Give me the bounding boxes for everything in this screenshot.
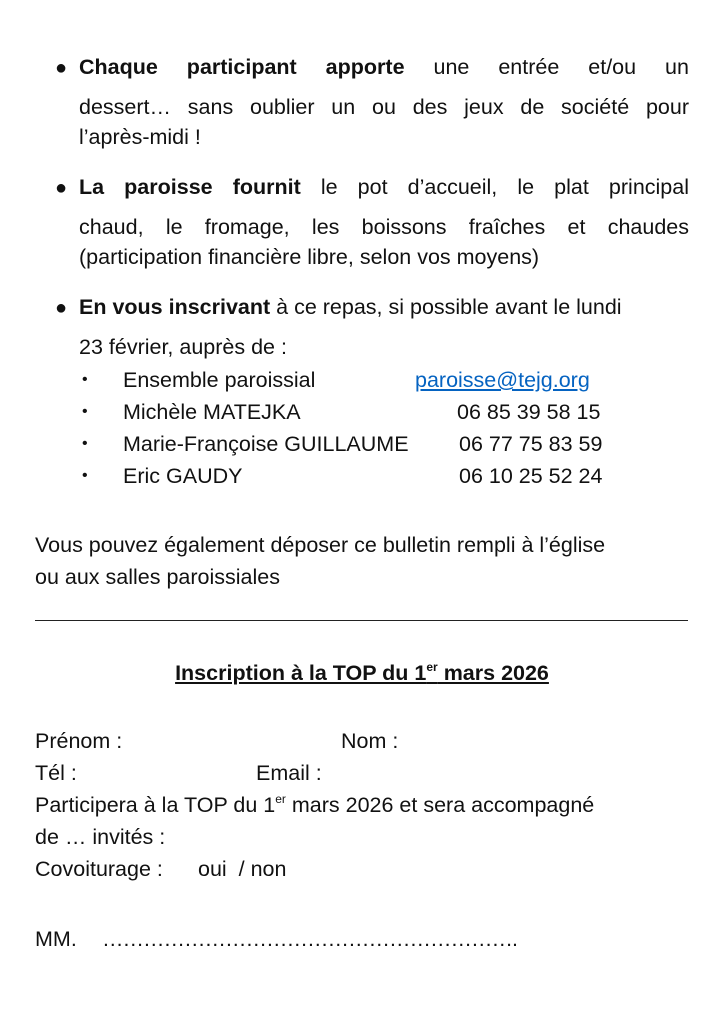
signature-label: MM. bbox=[35, 927, 77, 951]
participation-text: Participera à la TOP du 1 bbox=[35, 793, 276, 817]
sub-bullet-icon: • bbox=[82, 403, 88, 420]
contact-name: Eric GAUDY bbox=[123, 464, 243, 488]
bold-lead: En vous inscrivant bbox=[79, 295, 271, 319]
bullet-paragraph-participants bbox=[79, 52, 689, 152]
guests-line: de … invités : bbox=[35, 825, 166, 849]
paragraph-line: dessert… sans oublier un ou des jeux de société pour bbox=[79, 95, 689, 119]
carpool-label: Covoiturage : bbox=[35, 857, 163, 881]
title-superscript: er bbox=[426, 660, 438, 674]
separator-line bbox=[35, 620, 688, 621]
bullet-paragraph-registration bbox=[79, 292, 689, 362]
prenom-label: Prénom : bbox=[35, 729, 123, 753]
line-text: une entrée et/ou un bbox=[433, 55, 689, 79]
bold-lead: Chaque participant apporte bbox=[79, 55, 405, 79]
carpool-options: oui / non bbox=[198, 857, 287, 881]
participation-superscript: er bbox=[275, 792, 286, 806]
form-title bbox=[0, 661, 724, 686]
paragraph-line: l’après-midi ! bbox=[79, 125, 201, 149]
nom-label: Nom : bbox=[341, 729, 399, 753]
deposit-note-line: ou aux salles paroissiales bbox=[35, 565, 280, 589]
bullet-icon: ● bbox=[55, 177, 68, 199]
paragraph-line bbox=[79, 292, 689, 322]
contact-phone: 06 85 39 58 15 bbox=[457, 400, 601, 424]
paragraph-line: chaud, le fromage, les boissons fraîches et chaudes bbox=[79, 215, 689, 239]
contact-name: Marie-Françoise GUILLAUME bbox=[123, 432, 409, 456]
contact-name: Michèle MATEJKA bbox=[123, 400, 301, 424]
paragraph-line: 23 février, auprès de : bbox=[79, 335, 287, 359]
contact-phone: 06 77 75 83 59 bbox=[459, 432, 603, 456]
line-text: à ce repas, si possible avant le lundi bbox=[276, 295, 622, 319]
signature-dots: ……………………………………………………. bbox=[102, 927, 517, 951]
participation-text: mars 2026 et sera accompagné bbox=[285, 793, 595, 817]
deposit-note-line: Vous pouvez également déposer ce bulletin rempli à l’église bbox=[35, 533, 606, 557]
sub-bullet-icon: • bbox=[82, 467, 88, 484]
bullet-paragraph-parish bbox=[79, 172, 689, 272]
paragraph-line: (participation financière libre, selon vos moyens) bbox=[79, 245, 540, 269]
contact-name: Ensemble paroissial bbox=[123, 368, 316, 392]
title-text: mars 2026 bbox=[437, 661, 549, 685]
contact-phone: 06 10 25 52 24 bbox=[459, 464, 603, 488]
line-text: le pot d’accueil, le plat principal bbox=[320, 175, 689, 199]
sub-bullet-icon: • bbox=[82, 371, 88, 388]
email-link[interactable]: paroisse@tejg.org bbox=[415, 368, 590, 392]
email-label: Email : bbox=[256, 761, 322, 785]
paragraph-line bbox=[79, 52, 689, 82]
sub-bullet-icon: • bbox=[82, 435, 88, 452]
tel-label: Tél : bbox=[35, 761, 77, 785]
paragraph-line bbox=[79, 172, 689, 202]
bullet-icon: ● bbox=[55, 297, 68, 319]
title-text: Inscription à la TOP du 1 bbox=[175, 661, 427, 685]
participation-line bbox=[35, 793, 594, 818]
bullet-icon: ● bbox=[55, 57, 68, 79]
bold-lead: La paroisse fournit bbox=[79, 175, 301, 199]
